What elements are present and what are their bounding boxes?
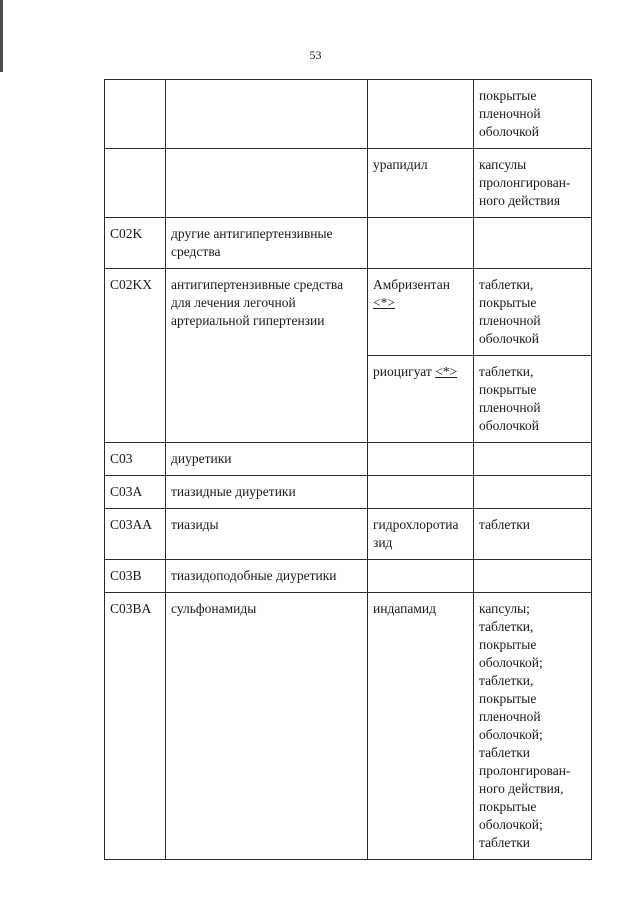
table-row (105, 476, 592, 509)
drug-cell (368, 476, 474, 509)
form-cell (474, 476, 592, 509)
atc-code-cell: C03B (105, 560, 166, 593)
group-cell: тиазиды (166, 509, 368, 560)
form-cell: капсулы; таблетки, покрытые оболочкой; таблетки, покрытые пленочной оболочкой; таблетки пролонгирован- ного действия, покрытые оболочкой; таблетки (474, 593, 592, 860)
drug-cell (368, 560, 474, 593)
table-row (105, 560, 592, 593)
drug-cell: урапидил (368, 149, 474, 218)
group-cell: сульфонамиды (166, 593, 368, 860)
atc-code-cell: C03 (105, 443, 166, 476)
atc-code-cell: C03A (105, 476, 166, 509)
group-cell (166, 80, 368, 149)
form-cell: таблетки (474, 509, 592, 560)
footnote-ref: <*> (435, 364, 458, 379)
atc-code-cell (105, 80, 166, 149)
table-row (105, 149, 592, 218)
form-cell: капсулы пролонгирован- ного действия (474, 149, 592, 218)
group-cell: другие антигипертензивные средства (166, 218, 368, 269)
form-cell (474, 560, 592, 593)
drug-cell: индапамид (368, 593, 474, 860)
group-cell (166, 149, 368, 218)
table-row (105, 593, 592, 860)
form-cell: таблетки, покрытые пленочной оболочкой (474, 356, 592, 443)
drug-cell: Амбризентан <*> (368, 269, 474, 356)
table-row (105, 269, 592, 356)
table-row (105, 80, 592, 149)
table-row (105, 218, 592, 269)
form-cell (474, 218, 592, 269)
group-cell: антигипертензивные средства для лечения легочной артериальной гипертензии (166, 269, 368, 443)
drug-cell (368, 218, 474, 269)
drug-cell (368, 80, 474, 149)
group-cell: диуретики (166, 443, 368, 476)
table-row (105, 443, 592, 476)
atc-code-cell: C03AA (105, 509, 166, 560)
footnote-ref: <*> (373, 295, 395, 310)
form-cell (474, 443, 592, 476)
form-cell: покрытые пленочной оболочкой (474, 80, 592, 149)
drug-cell (368, 443, 474, 476)
atc-code-cell (105, 149, 166, 218)
form-cell: таблетки, покрытые пленочной оболочкой (474, 269, 592, 356)
group-cell: тиазидные диуретики (166, 476, 368, 509)
atc-code-cell: C02K (105, 218, 166, 269)
table-row (105, 509, 592, 560)
drug-table (104, 79, 592, 860)
group-cell: тиазидоподобные диуретики (166, 560, 368, 593)
page-number: 53 (309, 48, 322, 62)
atc-code-cell: C02KX (105, 269, 166, 443)
atc-code-cell: C03BA (105, 593, 166, 860)
drug-cell: гидрохлоротиа зид (368, 509, 474, 560)
drug-cell: риоцигуат <*> (368, 356, 474, 443)
